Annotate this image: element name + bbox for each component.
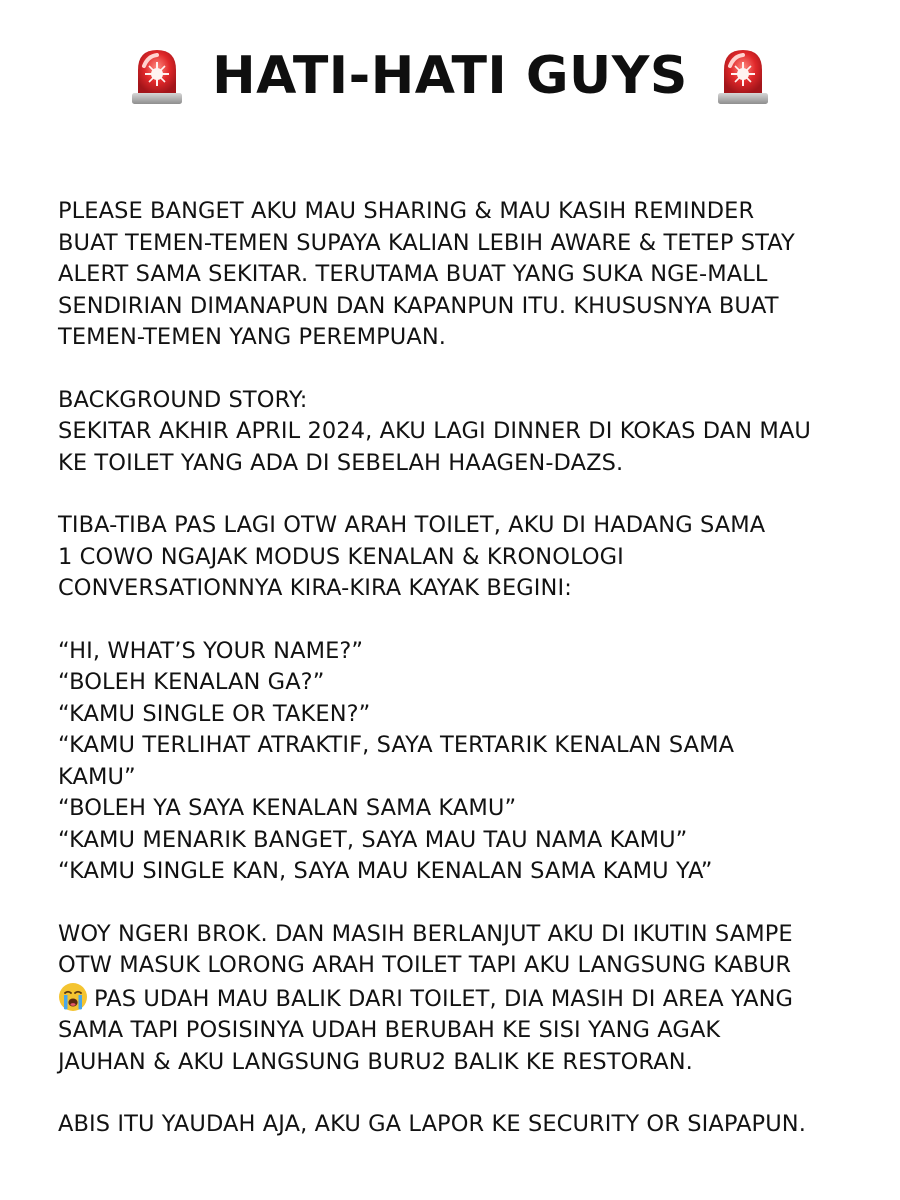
title-row: [0, 38, 900, 114]
quote-line: “KAMU TERLIHAT ATRAKTIF, SAYA TERTARIK KENALAN SAMA: [58, 732, 735, 758]
quote-line: “KAMU SINGLE KAN, SAYA MAU KENALAN SAMA KAMU YA”: [58, 858, 713, 884]
quote-line: “HI, WHAT’S YOUR NAME?”: [58, 637, 364, 664]
text-line: PLEASE BANGET AKU MAU SHARING & MAU KASIH REMINDER: [58, 198, 755, 224]
text-line: ABIS ITU YAUDAH AJA, AKU GA LAPOR KE SECURITY OR SIAPAPUN.: [58, 1111, 806, 1137]
quote-line: “KAMU SINGLE OR TAKEN?”: [58, 700, 371, 727]
text-line: JAUHAN & AKU LANGSUNG BURU2 BALIK KE RESTORAN.: [58, 1048, 693, 1075]
loudly-crying-face-icon: [58, 982, 88, 1012]
paragraph-closing: [58, 1109, 858, 1141]
paragraph-background-story: [58, 385, 858, 480]
text-line: PAS UDAH MAU BALIK DARI TOILET, DIA MASIH DI AREA YANG: [94, 985, 794, 1012]
quote-line: “BOLEH YA SAYA KENALAN SAMA KAMU”: [58, 795, 517, 821]
text-line: WOY NGERI BROK. DAN MASIH BERLANJUT AKU DI IKUTIN SAMPE: [58, 920, 793, 947]
post-body: [58, 196, 858, 1172]
text-line: BUAT TEMEN-TEMEN SUPAYA KALIAN LEBIH AWARE & TETEP STAY: [58, 229, 795, 256]
paragraph-conversation: [58, 636, 858, 888]
text-line: OTW MASUK LORONG ARAH TOILET TAPI AKU LANGSUNG KABUR: [58, 952, 792, 978]
quote-line: “KAMU MENARIK BANGET, SAYA MAU TAU NAMA KAMU”: [58, 826, 688, 853]
text-line: ALERT SAMA SEKITAR. TERUTAMA BUAT YANG SUKA NGE-MALL: [58, 261, 768, 287]
text-line: SENDIRIAN DIMANAPUN DAN KAPANPUN ITU. KHUSUSNYA BUAT: [58, 292, 779, 319]
quote-line: KAMU”: [58, 763, 136, 790]
paragraph-escape: [58, 919, 858, 1079]
text-line: SAMA TAPI POSISINYA UDAH BERUBAH KE SISI YANG AGAK: [58, 1017, 721, 1043]
text-line: TEMEN-TEMEN YANG PEREMPUAN.: [58, 324, 447, 350]
text-line: KE TOILET YANG ADA DI SEBELAH HAAGEN-DAZS.: [58, 449, 624, 476]
text-line-with-emoji: [58, 982, 858, 1016]
paragraph-reminder: [58, 196, 858, 354]
paragraph-encounter: [58, 510, 858, 605]
quote-line: “BOLEH KENALAN GA?”: [58, 669, 325, 695]
text-line: BACKGROUND STORY:: [58, 386, 308, 413]
page-title: HATI-HATI GUYS: [212, 46, 688, 106]
siren-icon: [714, 44, 772, 108]
text-line: 1 COWO NGAJAK MODUS KENALAN & KRONOLOGI: [58, 543, 624, 570]
text-line: SEKITAR AKHIR APRIL 2024, AKU LAGI DINNER DI KOKAS DAN MAU: [58, 418, 812, 444]
text-line: TIBA-TIBA PAS LAGI OTW ARAH TOILET, AKU DI HADANG SAMA: [58, 512, 766, 538]
siren-icon: [128, 44, 186, 108]
text-line: CONVERSATIONNYA KIRA-KIRA KAYAK BEGINI:: [58, 575, 572, 601]
